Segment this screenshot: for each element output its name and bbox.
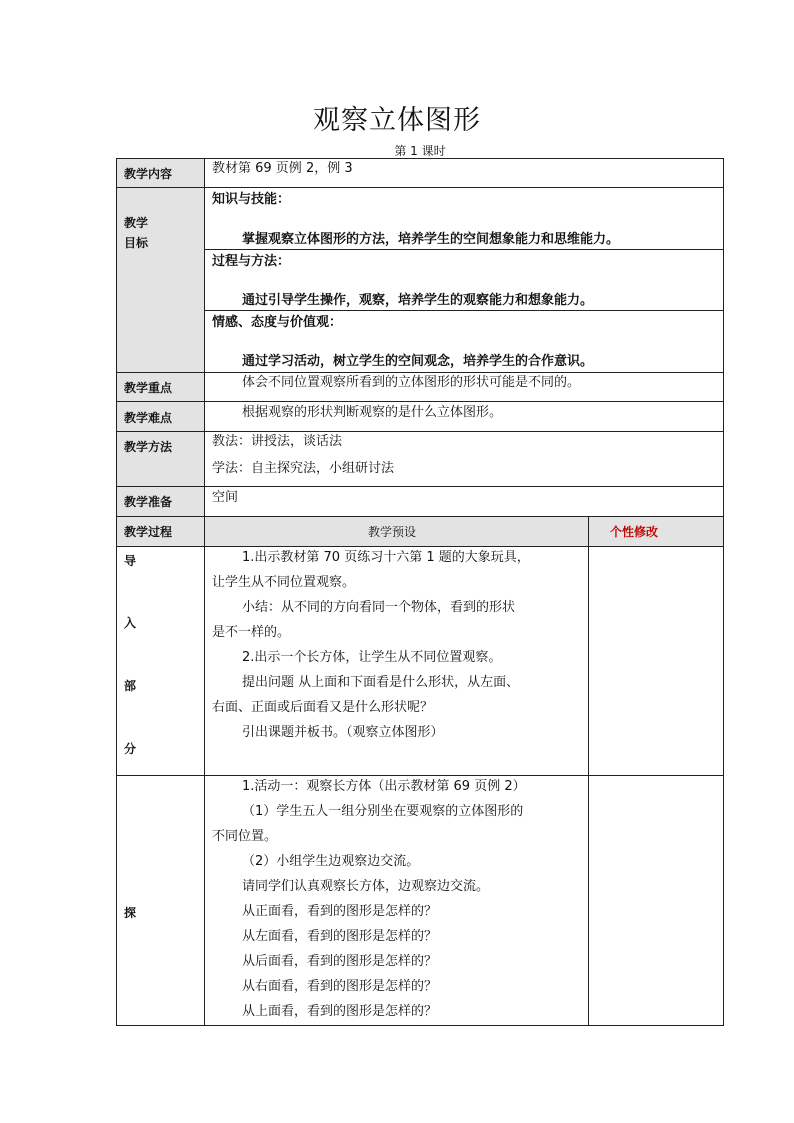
intro-line-5: 2.出示一个长方体，让学生从不同位置观察。 [242,650,502,665]
rule-difficulty [116,431,724,432]
intro-line-1: 1.出示教材第 70 页练习十六第 1 题的大象玩具， [242,550,530,565]
goal-knowledge-text: 掌握观察立体图形的方法，培养学生的空间想象能力和思维能力。 [242,232,620,247]
method-label: 教学方法 [124,440,173,454]
explore-line-1: 1.活动一：观察长方体（出示教材第 69 页例 2） [242,779,526,794]
rule-method [116,486,724,487]
goals-label-line2: 目标 [124,236,149,250]
rule-left [116,158,117,1026]
personal-header: 个性修改 [610,525,659,539]
intro-line-2: 让学生从不同位置观察。 [212,575,356,590]
intro-line-6: 提出问题 从上面和下面看是什么形状，从左面、 [242,675,520,690]
intro-line-7: 右面、正面或后面看又是什么形状呢？ [212,700,434,715]
goal-process-text: 通过引导学生操作，观察，培养学生的观察能力和想象能力。 [242,293,594,308]
explore-line-6: 从正面看，看到的图形是怎样的？ [242,904,438,919]
rule-top [116,158,724,159]
method-learn: 学法：自主探究法，小组研讨法 [212,461,395,476]
lesson-subtitle: 第 1 课时 [394,144,446,158]
explore-line-7: 从左面看，看到的图形是怎样的？ [242,929,438,944]
explore-line-10: 从上面看，看到的图形是怎样的？ [242,1004,438,1019]
goal-process-heading: 过程与方法： [212,254,291,269]
goals-label-line1: 教学 [124,216,149,230]
content-label: 教学内容 [124,167,173,181]
explore-line-5: 请同学们认真观察长方体，边观察边交流。 [242,879,490,894]
goal-emotion-text: 通过学习活动，树立学生的空间观念，培养学生的合作意识。 [242,354,594,369]
intro-line-8: 引出课题并板书。（观察立体图形） [242,725,444,740]
content-value: 教材第 69 页例 2，例 3 [212,161,353,176]
intro-char-4: 分 [124,742,137,756]
goal-knowledge-heading: 知识与技能： [212,192,291,207]
rule-content [116,187,724,188]
explore-line-2: （1）学生五人一组分别坐在要观察的立体图形的 [242,804,524,819]
difficulty-value: 根据观察的形状判断观察的是什么立体图形。 [242,405,503,420]
explore-line-3: 不同位置。 [212,829,278,844]
prep-label: 教学准备 [124,495,173,509]
difficulty-label: 教学难点 [124,411,173,425]
explore-line-9: 从右面看，看到的图形是怎样的？ [242,979,438,994]
key-value: 体会不同位置观察所看到的立体图形的形状可能是不同的。 [242,375,581,390]
rule-right [723,158,724,1026]
intro-line-3: 小结：从不同的方向看同一个物体，看到的形状 [242,600,516,615]
rule-personal-col [588,516,589,1026]
goal-emotion-heading: 情感、态度与价值观： [212,315,343,330]
intro-char-3: 部 [124,679,137,693]
page-title: 观察立体图形 [313,105,481,136]
preset-header: 教学预设 [368,525,417,539]
intro-char-1: 导 [124,554,137,568]
rule-prep [116,516,724,517]
intro-line-4: 是不一样的。 [212,625,291,640]
explore-char: 探 [124,906,137,920]
intro-char-2: 入 [124,616,137,630]
rule-bottom [116,1025,724,1026]
process-label: 教学过程 [124,525,173,539]
prep-value: 空间 [212,490,239,505]
key-label: 教学重点 [124,381,173,395]
rule-label-col [204,158,205,1026]
method-teach: 教法：讲授法，谈话法 [212,434,343,449]
explore-line-4: （2）小组学生边观察边交流。 [242,854,420,869]
lesson-plan-table [116,158,724,1026]
explore-line-8: 从后面看，看到的图形是怎样的？ [242,954,438,969]
